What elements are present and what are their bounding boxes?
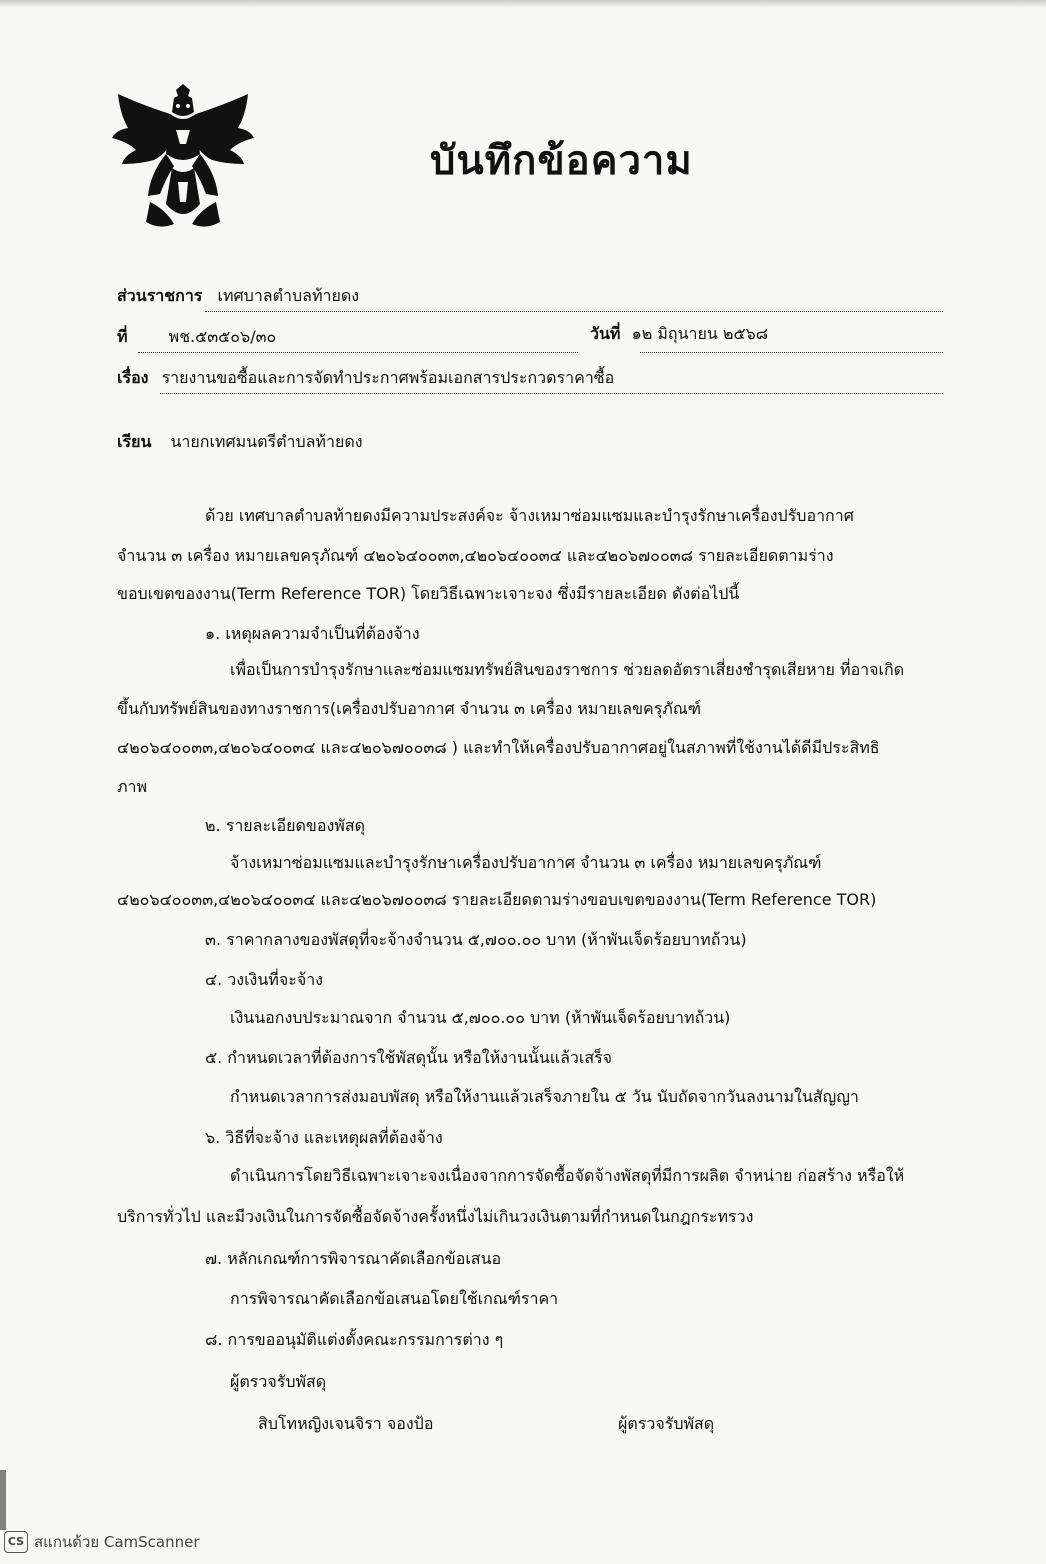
to-value: นายกเทศมนตรีตำบลท้ายดง — [170, 432, 363, 451]
page-title: บันทึกข้อความ — [430, 137, 693, 184]
body-line: ภาพ — [117, 777, 148, 796]
body-line: ๔๒๐๖๔๐๐๓๓,๔๒๐๖๔๐๐๓๔ และ๔๒๐๖๗๐๐๓๘ ) และทำให้เครื่องปรับอากาศอยู่ในสภาพที่ใช้งานได้ดีมีประสิทธิ — [117, 738, 880, 757]
body-line: ด้วย เทศบาลตำบลท้ายดงมีความประสงค์จะ จ้างเหมาซ่อมแซมและบำรุงรักษาเครื่องปรับอากาศ — [205, 506, 854, 525]
section-heading: ๔. วงเงินที่จะจ้าง — [205, 970, 323, 989]
body-line: เพื่อเป็นการบำรุงรักษาและซ่อมแซมทรัพย์สินของราชการ ช่วยลดอัตราเสี่ยงชำรุดเสียหาย ที่อาจเกิด — [230, 660, 905, 679]
committee-member-role: ผู้ตรวจรับพัสดุ — [618, 1414, 715, 1433]
scan-edge-shadow — [0, 1470, 6, 1530]
body-line: เงินนอกงบประมาณจาก จำนวน ๕,๗๐๐.๐๐ บาท (ห้าพันเจ็ดร้อยบาทถ้วน) — [230, 1008, 731, 1027]
subject-row — [117, 366, 614, 391]
ref-value: พช.๕๓๕๐๖/๓๐ — [168, 327, 277, 346]
section-heading: ๖. วิธีที่จะจ้าง และเหตุผลที่ต้องจ้าง — [205, 1128, 443, 1147]
to-row — [117, 430, 363, 455]
body-line: ๔๒๐๖๔๐๐๓๓,๔๒๐๖๔๐๐๓๔ และ๔๒๐๖๗๐๐๓๘ รายละเอียดตามร่างขอบเขตของงาน(Term Reference TOR) — [117, 890, 877, 909]
body-line: จ้างเหมาซ่อมแซมและบำรุงรักษาเครื่องปรับอากาศ จำนวน ๓ เครื่อง หมายเลขครุภัณฑ์ — [230, 853, 822, 872]
committee-member-name: สิบโทหญิงเจนจิรา จองป้อ — [258, 1414, 434, 1433]
date-row — [590, 322, 768, 347]
garuda-emblem-icon — [110, 84, 256, 234]
body-line: ดำเนินการโดยวิธีเฉพาะเจาะจงเนื่องจากการจัดซื้อจัดจ้างพัสดุที่มีการผลิต จำหน่าย ก่อสร้าง หรือให้ — [230, 1166, 905, 1185]
camscanner-watermark — [4, 1530, 200, 1554]
subject-rule — [160, 393, 943, 394]
body-line: ผู้ตรวจรับพัสดุ — [230, 1372, 327, 1391]
date-rule — [640, 352, 943, 353]
body-line: จำนวน ๓ เครื่อง หมายเลขครุภัณฑ์ ๔๒๐๖๔๐๐๓๓,๔๒๐๖๔๐๐๓๔ และ๔๒๐๖๗๐๐๓๘ รายละเอียดตามร่าง — [117, 546, 834, 565]
body-line: ขอบเขตของงาน(Term Reference TOR) โดยวิธีเฉพาะเจาะจง ซึ่งมีรายละเอียด ดังต่อไปนี้ — [117, 584, 740, 603]
section-heading: ๘. การขออนุมัติแต่งตั้งคณะกรรมการต่าง ๆ — [205, 1330, 504, 1349]
ref-label: ที่ — [117, 327, 128, 346]
agency-label: ส่วนราชการ — [117, 286, 203, 305]
section-heading: ๗. หลักเกณฑ์การพิจารณาคัดเลือกข้อเสนอ — [205, 1249, 502, 1268]
ref-rule — [138, 352, 578, 353]
subject-label: เรื่อง — [117, 368, 149, 387]
agency-row — [117, 284, 359, 309]
body-line: ขึ้นกับทรัพย์สินของทางราชการ(เครื่องปรับอากาศ จำนวน ๓ เครื่อง หมายเลขครุภัณฑ์ — [117, 699, 701, 718]
ref-row — [117, 325, 276, 350]
section-heading: ๒. รายละเอียดของพัสดุ — [205, 816, 365, 835]
section-heading: ๑. เหตุผลความจำเป็นที่ต้องจ้าง — [205, 624, 420, 643]
body-line: การพิจารณาคัดเลือกข้อเสนอโดยใช้เกณฑ์ราคา — [230, 1289, 559, 1308]
subject-value: รายงานขอซื้อและการจัดทำประกาศพร้อมเอกสารประกวดราคาซื้อ — [161, 368, 615, 387]
scan-top-edge — [0, 0, 1046, 8]
camscanner-text: สแกนด้วย CamScanner — [34, 1533, 200, 1551]
body-line: บริการทั่วไป และมีวงเงินในการจัดซื้อจัดจ้างครั้งหนึ่งไม่เกินวงเงินตามที่กำหนดในกฎกระทรวง — [117, 1207, 754, 1226]
agency-value: เทศบาลตำบลท้ายดง — [217, 286, 360, 305]
body-line: กำหนดเวลาการส่งมอบพัสดุ หรือให้งานแล้วเสร็จภายใน ๕ วัน นับถัดจากวันลงนามในสัญญา — [230, 1087, 859, 1106]
agency-rule — [205, 311, 943, 312]
section-heading: ๓. ราคากลางของพัสดุที่จะจ้างจำนวน ๕,๗๐๐.๐๐ บาท (ห้าพันเจ็ดร้อยบาทถ้วน) — [205, 930, 747, 949]
date-value: ๑๒ มิถุนายน ๒๕๖๘ — [631, 324, 769, 343]
to-label: เรียน — [117, 432, 152, 451]
camscanner-logo-icon: CS — [4, 1531, 28, 1553]
date-label: วันที่ — [590, 324, 621, 343]
section-heading: ๕. กำหนดเวลาที่ต้องการใช้พัสดุนั้น หรือให้งานนั้นแล้วเสร็จ — [205, 1048, 613, 1067]
